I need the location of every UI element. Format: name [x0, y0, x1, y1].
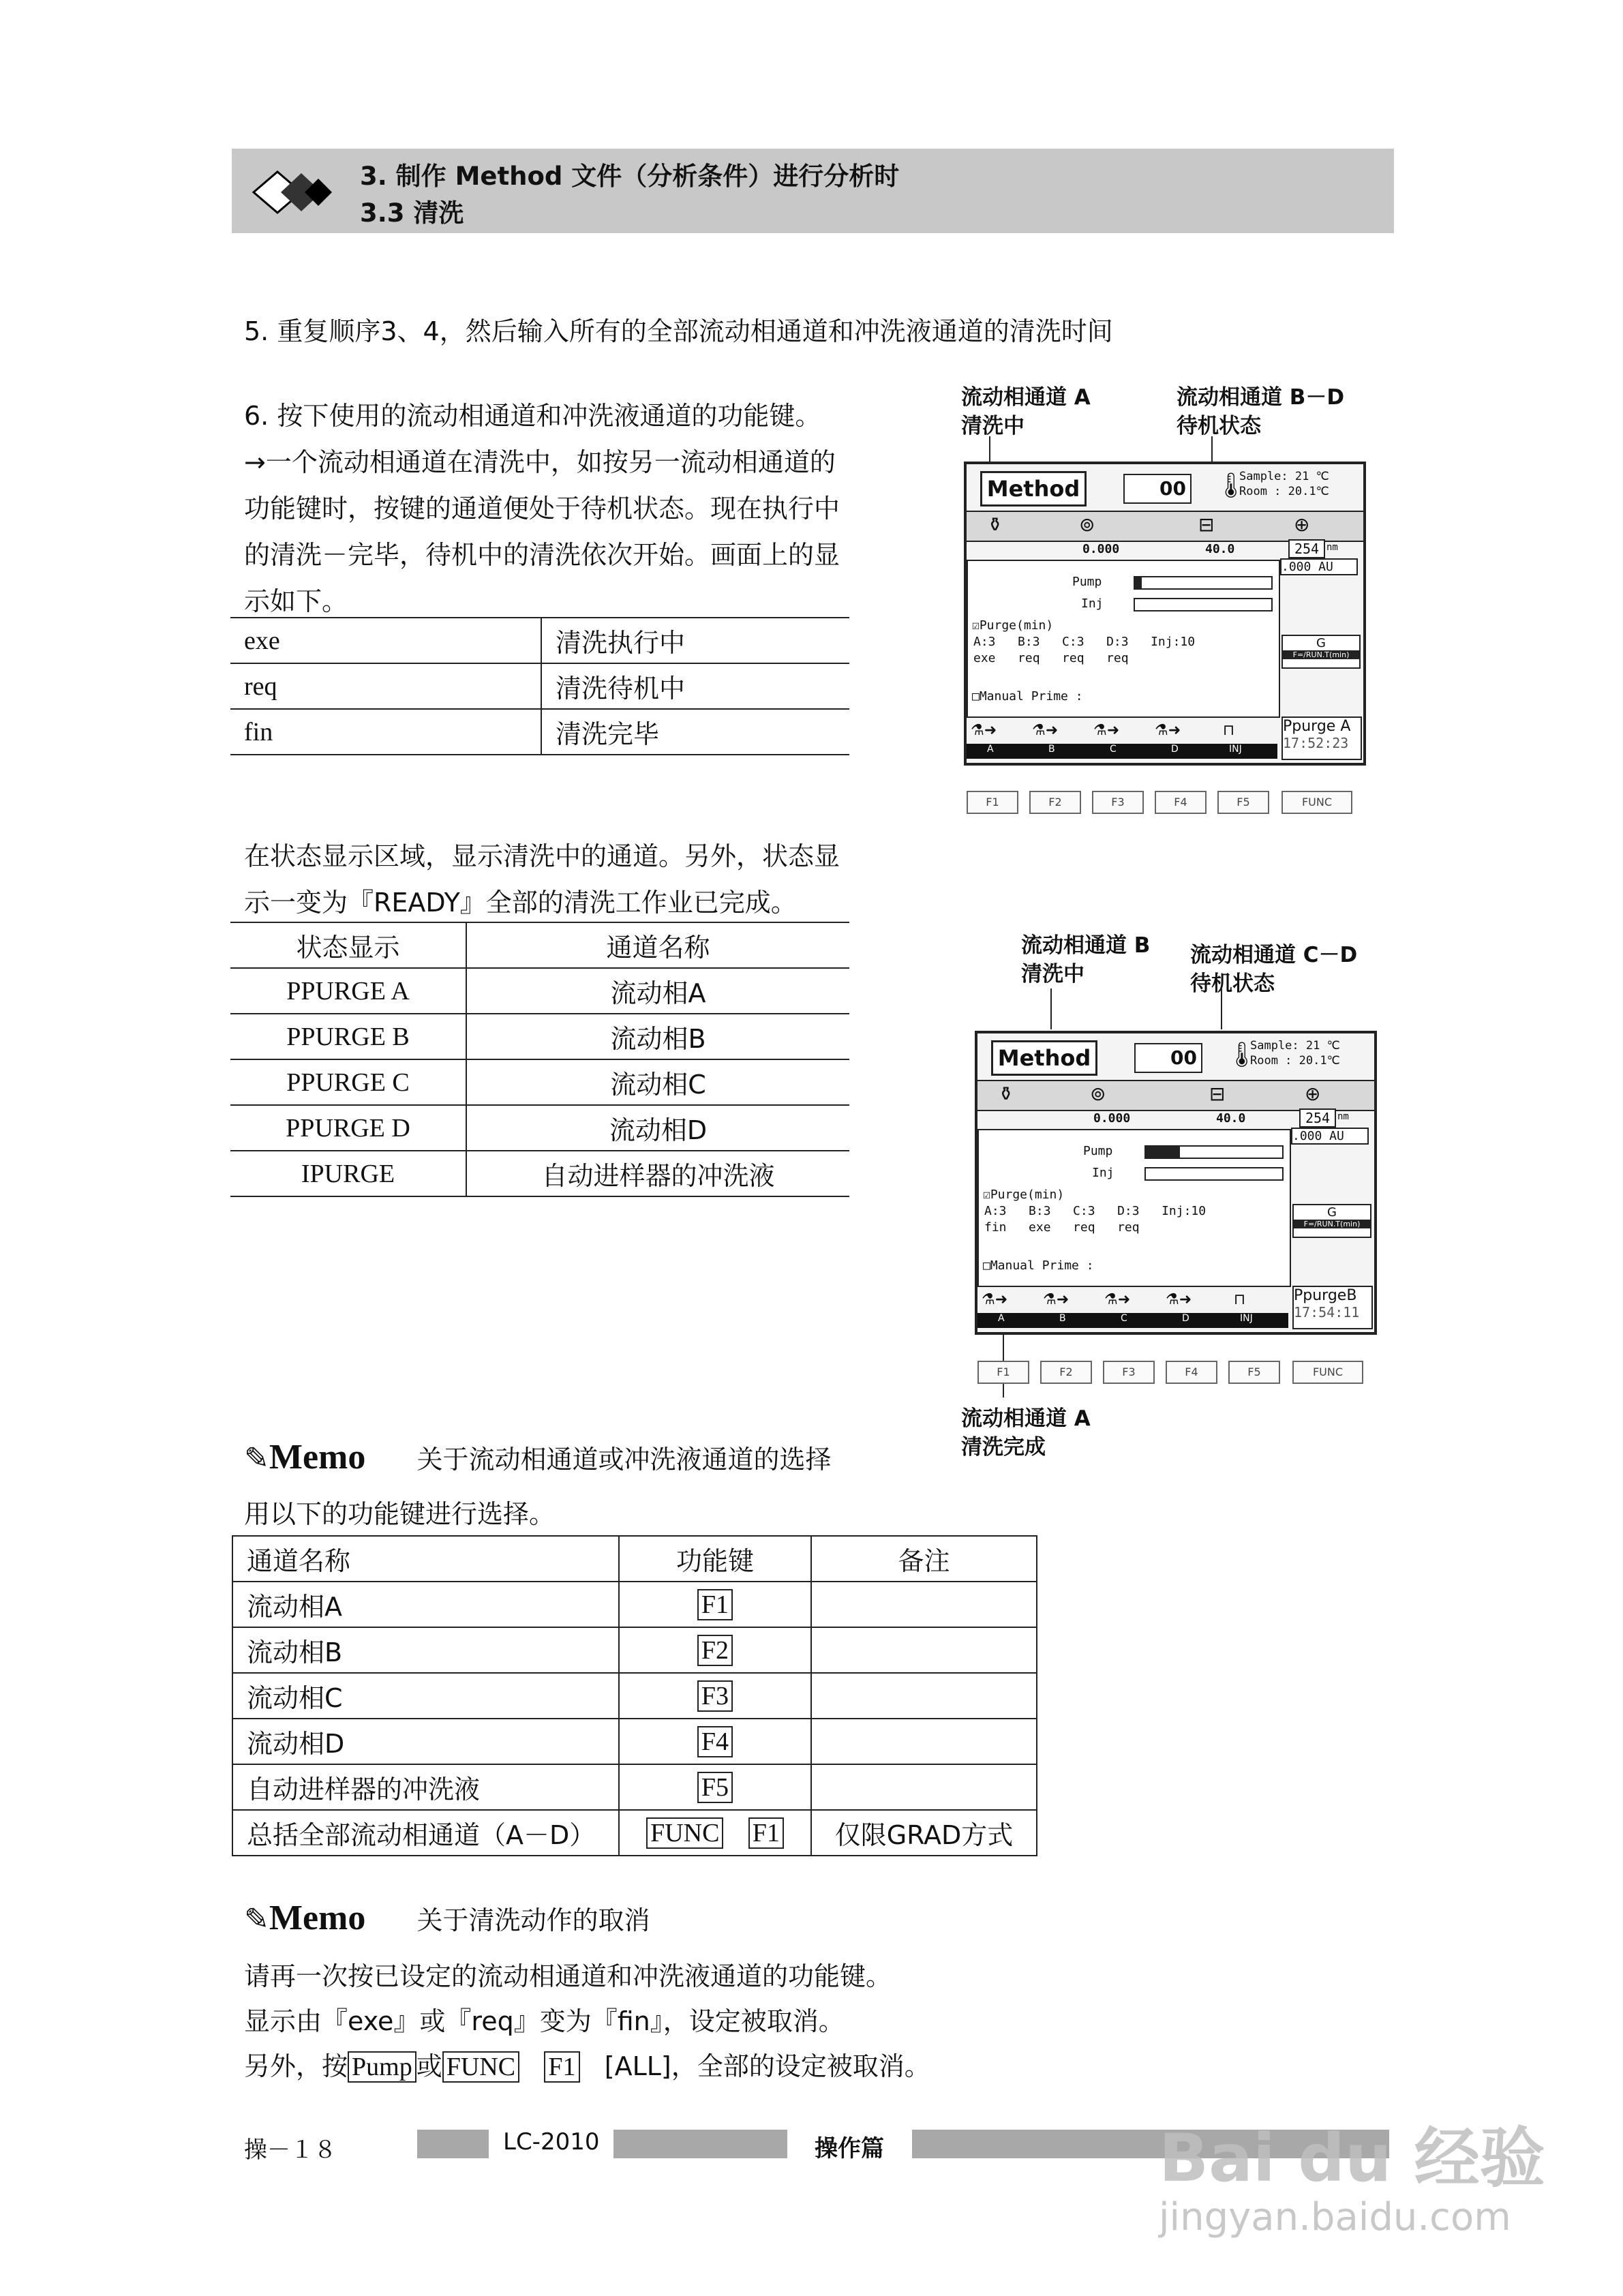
table-row: 流动相C F3	[232, 1673, 1037, 1719]
watermark-brand: Bai du 经验	[1159, 2120, 1545, 2196]
purge-times: A:3 B:3 C:3 D:3 Inj:10	[973, 635, 1196, 649]
wavelength-unit: nm	[1326, 542, 1338, 553]
channel-labels: A B C D INJ	[967, 744, 1277, 759]
table-row: PPURGE B 流动相B	[230, 1014, 849, 1059]
inj-label: Inj	[1092, 1166, 1114, 1180]
table-row: req 清洗待机中	[230, 663, 849, 709]
pencil-icon: ✎	[244, 1441, 269, 1476]
channel-d-icon[interactable]: ⚗➜	[1166, 1291, 1192, 1308]
channel-a-icon[interactable]: ⚗➜	[971, 722, 997, 739]
header-diamond-icon	[247, 158, 335, 226]
purge-title[interactable]: ☑Purge(min)	[972, 618, 1054, 633]
table-header-row: 通道名称 功能键 备注	[232, 1536, 1037, 1582]
lc-screen-1	[964, 462, 1366, 766]
f2-key[interactable]: F2	[1040, 1361, 1092, 1384]
channel-b-icon[interactable]: ⚗➜	[1043, 1291, 1070, 1308]
inj-progress	[1144, 1167, 1284, 1181]
channel-b-icon[interactable]: ⚗➜	[1032, 722, 1059, 739]
injector-icon[interactable]: ⊓	[1234, 1291, 1246, 1308]
wavelength-unit: nm	[1337, 1111, 1349, 1122]
status-display: PpurgeB 17:54:11	[1292, 1286, 1373, 1329]
detector-icon: ⊕	[1294, 513, 1310, 536]
status-paragraph: 在状态显示区域，显示清洗中的通道。另外，状态显 示一变为『READY』全部的清洗工作业已完成。	[244, 841, 840, 918]
step-6-text: 6. 按下使用的流动相通道和冲洗液通道的功能键。 →一个流动相通道在清洗中，如按另一流动相通道的 功能键时，按键的通道便处于待机状态。现在执行中 的清洗－完毕，待机中的清洗依次开始。画面上的显 示如下。	[244, 401, 840, 616]
bottle-icon: ⚱	[987, 513, 1003, 536]
header-subtitle: 3.3 清洗	[360, 198, 464, 228]
channel-bar	[967, 722, 1277, 760]
inj-label: Inj	[1081, 596, 1104, 611]
manual-prime[interactable]: □Manual Prime :	[972, 689, 1083, 704]
table-row: IPURGE 自动进样器的冲洗液	[230, 1151, 849, 1196]
gradient-box: G F=/RUN.T(min)	[1292, 1204, 1371, 1238]
table-row: exe 清洗执行中	[230, 618, 849, 663]
pump-progress	[1144, 1145, 1284, 1159]
footer-section: 操作篇	[815, 2135, 884, 2162]
channel-d-icon[interactable]: ⚗➜	[1155, 722, 1181, 739]
screen2-label-bottom: 流动相通道 A 清洗完成	[961, 1406, 1091, 1460]
purge-title[interactable]: ☑Purge(min)	[983, 1188, 1065, 1202]
func-key[interactable]: FUNC	[1281, 791, 1352, 814]
channel-bar	[977, 1291, 1288, 1329]
screen1-label-right: 流动相通道 B－D 待机状态	[1177, 385, 1345, 438]
channel-status-table	[230, 922, 849, 1197]
room-temp: Room : 20.1℃	[1250, 1054, 1340, 1068]
purge-states: fin exe req req	[984, 1220, 1140, 1235]
sample-temp: Sample: 21 ℃	[1250, 1039, 1340, 1053]
purge-times: A:3 B:3 C:3 D:3 Inj:10	[984, 1204, 1207, 1218]
sample-temp: Sample: 21 ℃	[1239, 470, 1329, 483]
f4-key[interactable]: F4	[1155, 791, 1207, 814]
step-5-text: 5. 重复顺序3、4，然后输入所有的全部流动相通道和冲洗液通道的清洗时间	[244, 316, 1113, 346]
f2-key[interactable]: F2	[1029, 791, 1081, 814]
table-row: 自动进样器的冲洗液 F5	[232, 1764, 1037, 1810]
memo-1-heading: ✎Memo 关于流动相通道或冲洗液通道的选择	[244, 1438, 832, 1477]
oven-temp: 40.0	[1216, 1111, 1246, 1126]
wavelength-value: 254	[1288, 539, 1325, 558]
watermark-url: jingyan.baidu.com	[1159, 2195, 1511, 2239]
pump-icon: ⊚	[1090, 1083, 1106, 1105]
footer-bar-2	[613, 2130, 787, 2158]
channel-c-icon[interactable]: ⚗➜	[1093, 722, 1120, 739]
detector-icon: ⊕	[1305, 1083, 1321, 1105]
file-number: 00	[1123, 474, 1192, 504]
table-row: 总括全部流动相通道（A－D） FUNC F1 仅限GRAD方式	[232, 1810, 1037, 1856]
f5-key[interactable]: F5	[1228, 1361, 1280, 1384]
memo-1-intro: 用以下的功能键进行选择。	[244, 1499, 556, 1529]
screen1-label-left: 流动相通道 A 清洗中	[961, 385, 1091, 438]
page-number: 操－１８	[244, 2136, 337, 2164]
memo-2-body: 请再一次按已设定的流动相通道和冲洗液通道的功能键。 显示由『exe』或『req』变为『fin』，设定被取消。 另外，按 Pump 或 FUNC F1 [ALL]，全部的设定被取消。	[244, 1961, 930, 2081]
footer-model: LC-2010	[503, 2128, 600, 2156]
injector-icon[interactable]: ⊓	[1223, 722, 1235, 739]
gradient-box: G F=/RUN.T(min)	[1281, 635, 1361, 669]
oven-temp: 40.0	[1205, 542, 1235, 556]
pencil-icon: ✎	[244, 1902, 269, 1937]
file-number: 00	[1134, 1043, 1202, 1073]
pump-label: Pump	[1072, 575, 1102, 589]
manual-prime[interactable]: □Manual Prime :	[983, 1258, 1094, 1273]
screen2-label-right: 流动相通道 C－D 待机状态	[1190, 943, 1358, 996]
screen2-label-left: 流动相通道 B 清洗中	[1021, 933, 1151, 986]
pump-progress	[1134, 576, 1273, 590]
purge-states: exe req req req	[973, 651, 1129, 665]
channel-a-icon[interactable]: ⚗➜	[982, 1291, 1008, 1308]
func-key[interactable]: FUNC	[1292, 1361, 1363, 1384]
table-row: PPURGE C 流动相C	[230, 1059, 849, 1105]
method-button[interactable]: Method	[980, 471, 1087, 507]
table-row: 流动相A F1	[232, 1582, 1037, 1627]
f3-key[interactable]: F3	[1103, 1361, 1155, 1384]
absorbance-value: .000 AU	[1280, 558, 1358, 575]
method-button[interactable]: Method	[991, 1040, 1097, 1076]
table-row: PPURGE D 流动相D	[230, 1105, 849, 1151]
thermometer-icon: 🌡	[1215, 472, 1247, 500]
f1-key[interactable]: F1	[977, 1361, 1029, 1384]
absorbance-value: .000 AU	[1291, 1128, 1369, 1145]
room-temp: Room : 20.1℃	[1239, 485, 1329, 498]
thermometer-icon: 🌡	[1226, 1041, 1258, 1069]
table-row: 流动相B F2	[232, 1627, 1037, 1673]
f3-key[interactable]: F3	[1092, 791, 1144, 814]
bottle-icon: ⚱	[998, 1083, 1014, 1105]
memo-2-heading: ✎Memo 关于清洗动作的取消	[244, 1899, 650, 1937]
header-title: 3. 制作 Method 文件（分析条件）进行分析时	[360, 162, 900, 191]
pump-icon: ⊚	[1079, 513, 1095, 536]
channel-c-icon[interactable]: ⚗➜	[1104, 1291, 1131, 1308]
table-row: PPURGE A 流动相A	[230, 968, 849, 1014]
inj-progress	[1134, 598, 1273, 611]
channel-labels: A B C D INJ	[977, 1313, 1288, 1328]
table-row: fin 清洗完毕	[230, 709, 849, 755]
flow-value: 0.000	[1082, 542, 1120, 556]
f5-key[interactable]: F5	[1217, 791, 1269, 814]
status-display: Ppurge A 17:52:23	[1281, 716, 1362, 760]
function-key-table	[232, 1535, 1037, 1856]
wavelength-value: 254	[1299, 1108, 1336, 1128]
table-row: 流动相D F4	[232, 1719, 1037, 1764]
f1-key[interactable]: F1	[967, 791, 1018, 814]
lc-screen-2	[975, 1031, 1377, 1335]
flow-value: 0.000	[1093, 1111, 1131, 1126]
status-code-table	[230, 617, 849, 755]
footer-bar-1	[417, 2130, 489, 2158]
f4-key[interactable]: F4	[1166, 1361, 1217, 1384]
oven-icon: ⊟	[1209, 1083, 1226, 1105]
table-header-row: 状态显示 通道名称	[230, 922, 849, 968]
pump-label: Pump	[1083, 1144, 1113, 1158]
oven-icon: ⊟	[1198, 513, 1215, 536]
